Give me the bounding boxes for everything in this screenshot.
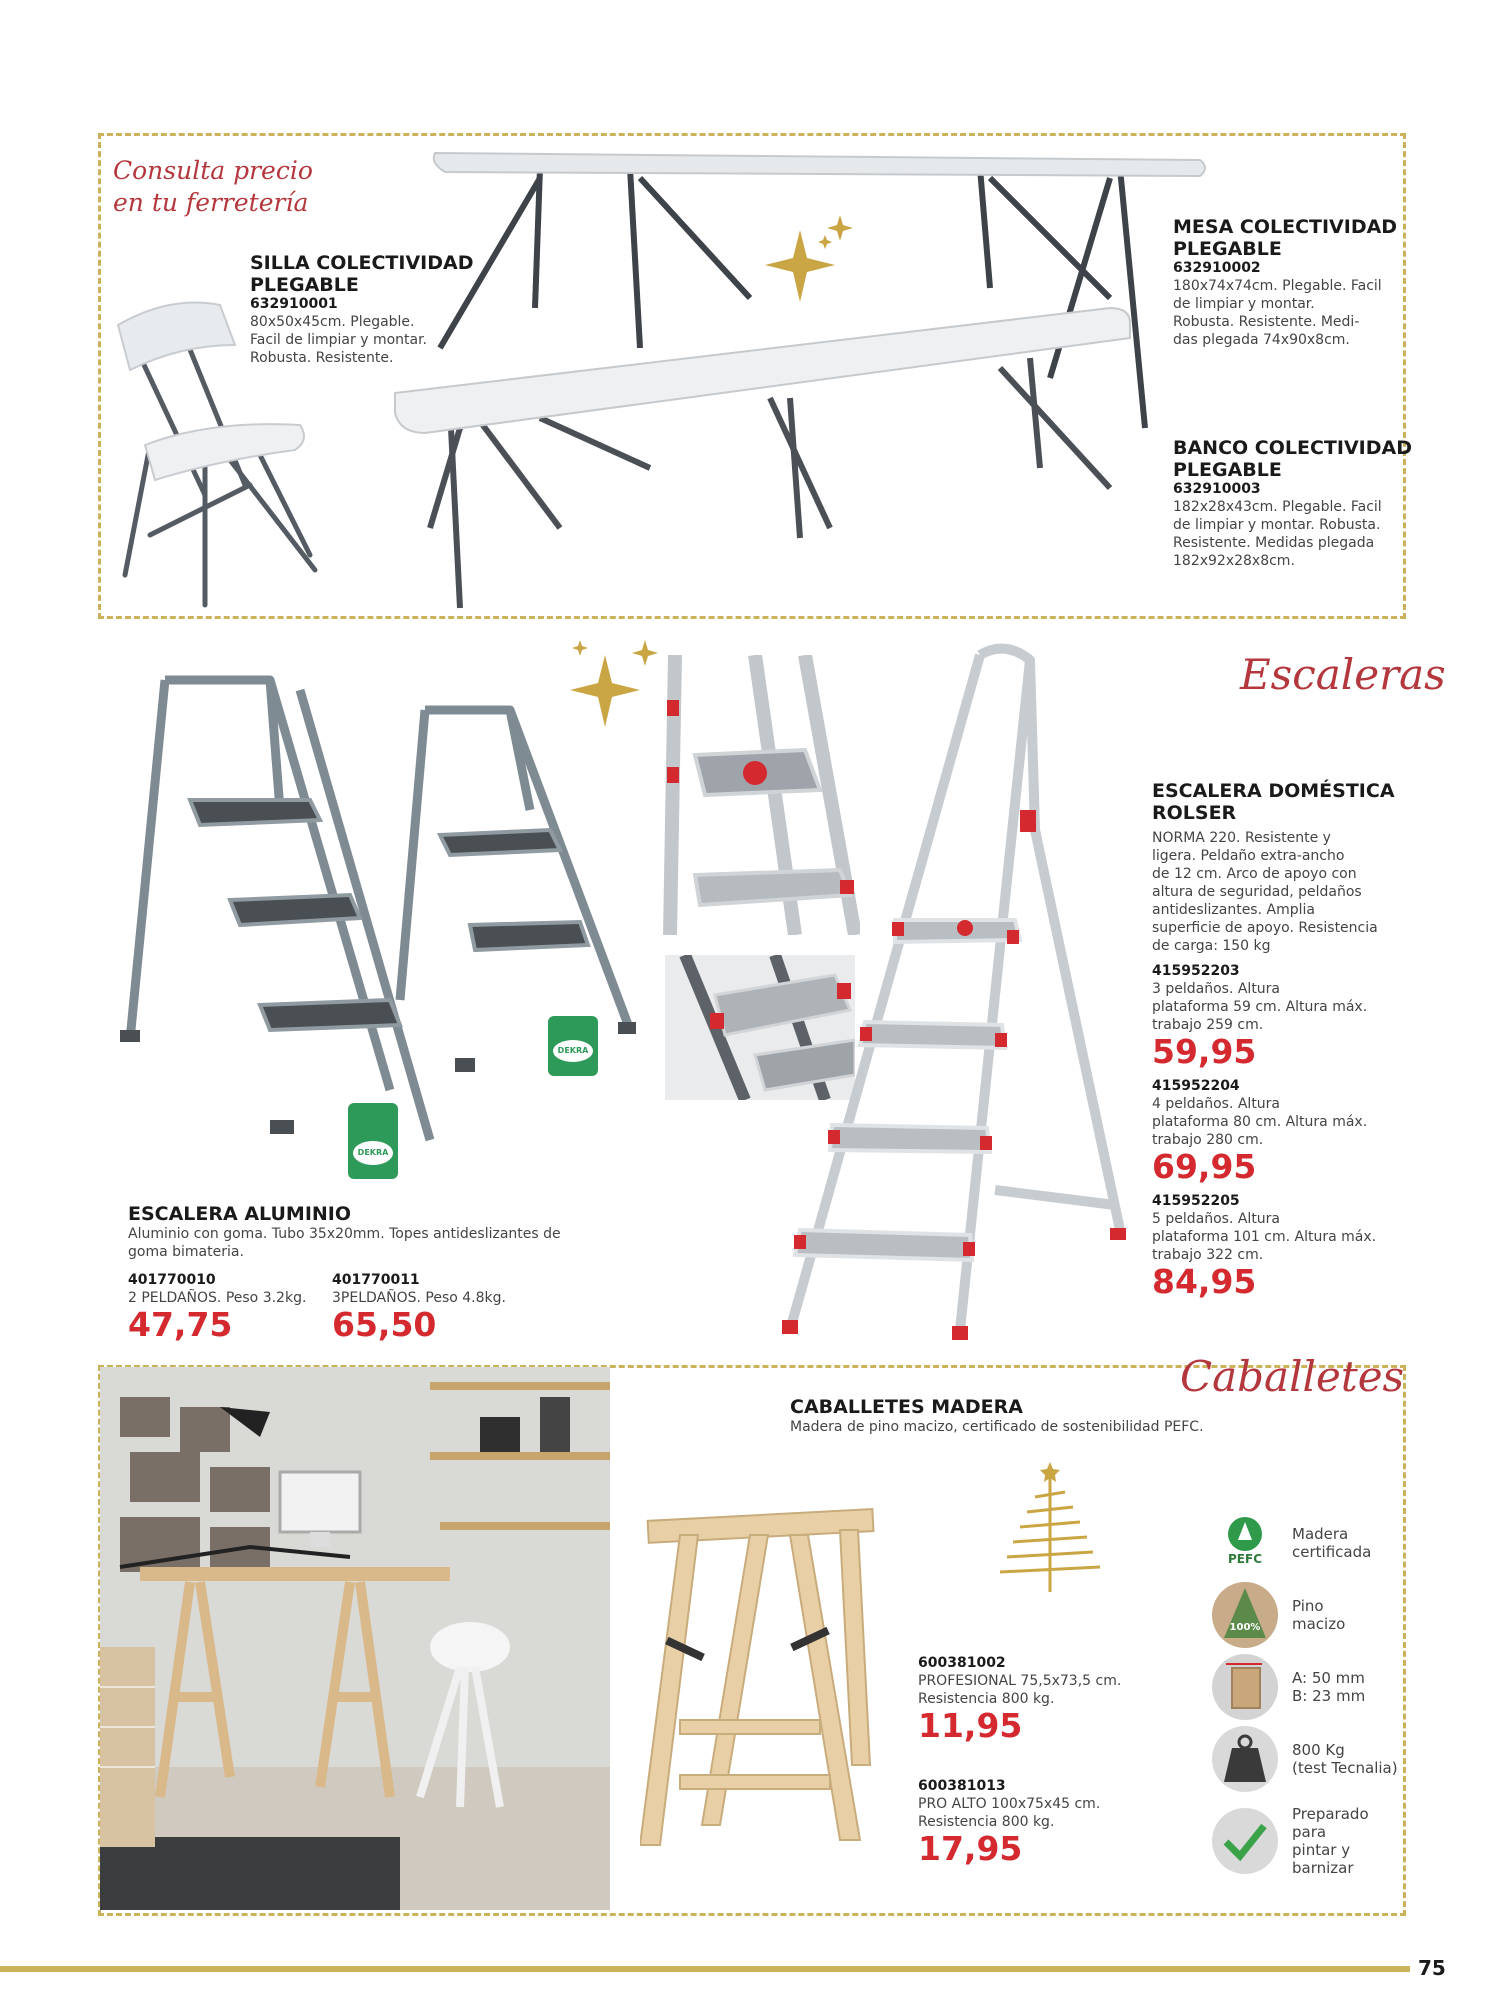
- chair-desc: 80x50x45cm. Plegable. Facil de limpiar y montar. Robusta. Resistente.: [250, 314, 428, 366]
- price: 59,95: [1152, 1032, 1257, 1071]
- bench-title: BANCO COLECTIVIDAD PLEGABLE: [1173, 437, 1412, 481]
- trestle-variant: 600381013 PRO ALTO 100x75x45 cm. Resistencia 800 kg. 17,95: [918, 1778, 1101, 1868]
- rolser-variant: 415952205 5 peldaños. Altura plataforma 101 cm. Altura máx. trabajo 322 cm. 84,95: [1152, 1193, 1395, 1300]
- rolser-ladder-image: [780, 630, 1140, 1350]
- price: 47,75: [128, 1305, 233, 1344]
- trestles-info: [790, 1396, 1204, 1436]
- pefc-icon: PEFC: [1212, 1510, 1278, 1576]
- chair-title: SILLA COLECTIVIDAD PLEGABLE: [250, 252, 474, 296]
- weight-icon: [1212, 1726, 1278, 1792]
- bench-code: 632910003: [1173, 481, 1261, 497]
- table-info: [1173, 216, 1397, 349]
- dekra-badge: [548, 1016, 598, 1076]
- trestles-heading: Caballetes: [1180, 1352, 1405, 1401]
- dekra-badge: [348, 1103, 398, 1179]
- table-desc: 180x74x74cm. Plegable. Facil de limpiar y montar. Robusta. Resistente. Medi- das plegada 74x90x8cm.: [1173, 278, 1382, 348]
- room-photo: [100, 1367, 610, 1910]
- feature-weight: 800 Kg (test Tecnalia): [1212, 1726, 1398, 1792]
- footer-rule: [0, 1966, 1410, 1972]
- rolser-variant: 415952204 4 peldaños. Altura plataforma 80 cm. Altura máx. trabajo 280 cm. 69,95: [1152, 1078, 1395, 1185]
- pine-icon: 100%: [1212, 1582, 1278, 1648]
- table-code: 632910002: [1173, 260, 1261, 276]
- bench-desc: 182x28x43cm. Plegable. Facil de limpiar y montar. Robusta. Resistente. Medidas plegada 182x92x28x8cm.: [1173, 499, 1382, 569]
- promo-text: Consulta precio en tu ferretería: [113, 156, 313, 217]
- dimensions-icon: [1212, 1654, 1278, 1720]
- paint-icon: [1212, 1808, 1278, 1874]
- sparkle-icon: [560, 635, 670, 735]
- christmas-tree-icon: [995, 1462, 1105, 1602]
- feature-pefc: PEFC Madera certificada: [1212, 1510, 1371, 1576]
- trestle-image: [640, 1495, 880, 1855]
- aluminum-title: ESCALERA ALUMINIO: [128, 1203, 352, 1225]
- dekra-badge-label: DEKRA: [353, 1141, 393, 1165]
- price: 17,95: [918, 1829, 1023, 1868]
- rolser-desc: NORMA 220. Resistente y ligera. Peldaño extra-ancho de 12 cm. Arco de apoyo con altura de seguridad, peldaños antideslizantes. Amplia superficie de apoyo. Resistencia de carga: 150 kg: [1152, 830, 1378, 954]
- price: 65,50: [332, 1305, 437, 1344]
- rolser-info: [1152, 780, 1395, 1300]
- table-title: MESA COLECTIVIDAD PLEGABLE: [1173, 216, 1398, 260]
- sparkle-icon: [755, 210, 865, 310]
- aluminum-ladders-image: [110, 660, 640, 1160]
- price: 69,95: [1152, 1147, 1257, 1186]
- trestle-variant: 600381002 PROFESIONAL 75,5x73,5 cm. Resistencia 800 kg. 11,95: [918, 1655, 1122, 1745]
- aluminum-desc: Aluminio con goma. Tubo 35x20mm. Topes antideslizantes de goma bimateria.: [128, 1226, 561, 1260]
- dekra-badge-label: DEKRA: [553, 1040, 593, 1062]
- aluminum-info: [128, 1203, 561, 1261]
- rolser-title: ESCALERA DOMÉSTICA ROLSER: [1152, 780, 1395, 824]
- aluminum-variant: 401770011 3PELDAÑOS. Peso 4.8kg. 65,50: [332, 1272, 506, 1344]
- trestles-desc: Madera de pino macizo, certificado de sostenibilidad PEFC.: [790, 1419, 1204, 1435]
- chair-code: 632910001: [250, 296, 338, 312]
- ladders-heading: Escaleras: [1240, 650, 1446, 699]
- rolser-variant: 415952203 3 peldaños. Altura plataforma 59 cm. Altura máx. trabajo 259 cm. 59,95: [1152, 963, 1395, 1070]
- bench-info: [1173, 437, 1412, 570]
- aluminum-variant: 401770010 2 PELDAÑOS. Peso 3.2kg. 47,75: [128, 1272, 307, 1344]
- trestles-title: CABALLETES MADERA: [790, 1396, 1023, 1418]
- price: 11,95: [918, 1706, 1023, 1745]
- feature-dimensions: A: 50 mm B: 23 mm: [1212, 1654, 1365, 1720]
- feature-paint: Preparado para pintar y barnizar: [1212, 1805, 1369, 1877]
- price: 84,95: [1152, 1262, 1257, 1301]
- page-number: 75: [1418, 1956, 1446, 1980]
- feature-pine: 100% Pino macizo: [1212, 1582, 1345, 1648]
